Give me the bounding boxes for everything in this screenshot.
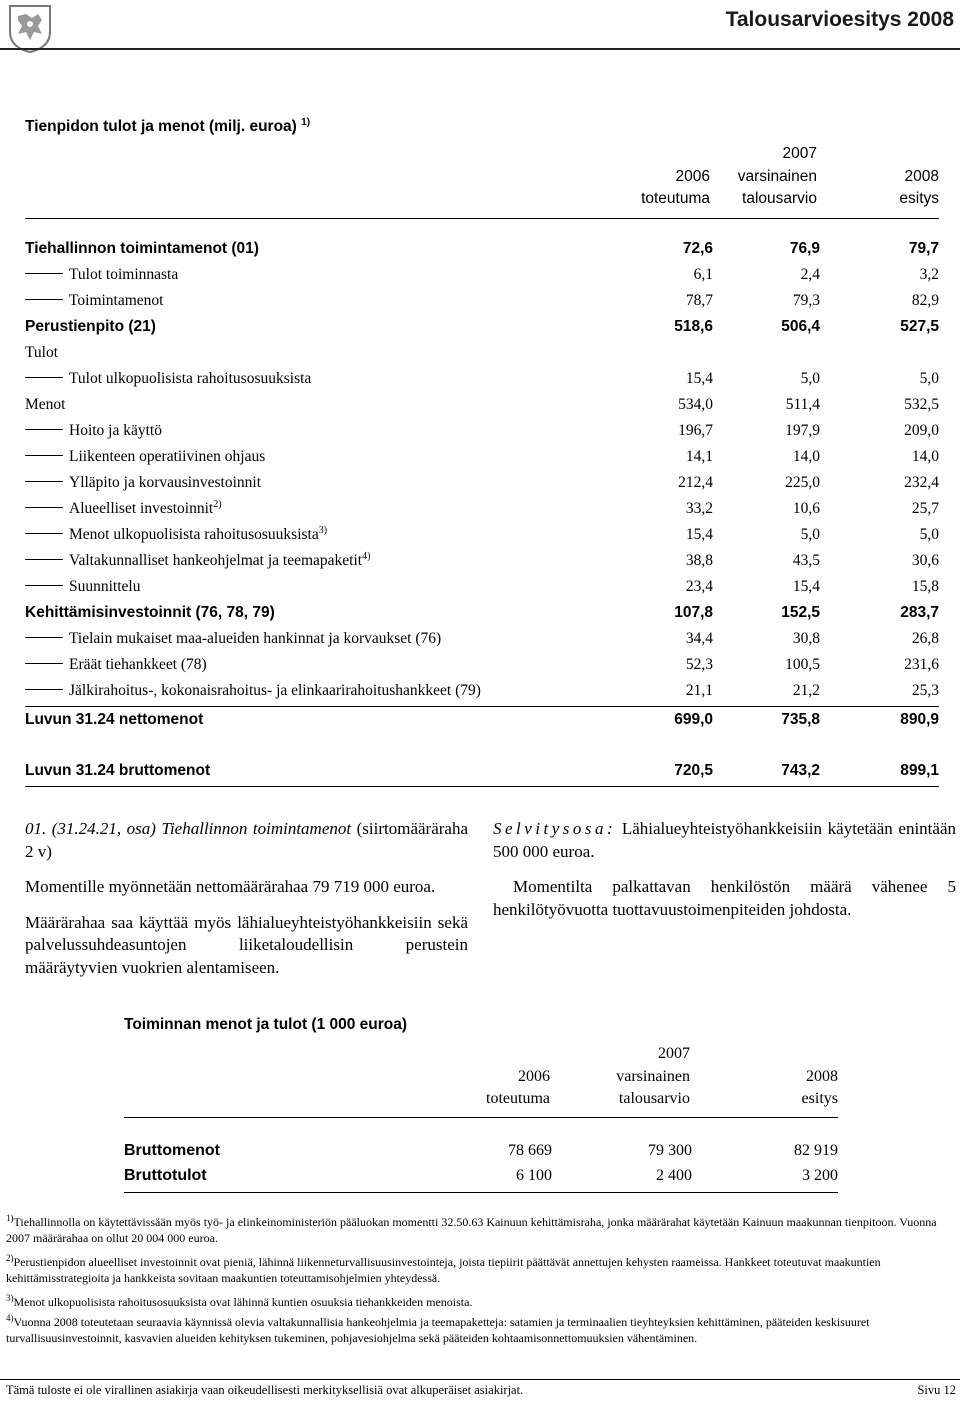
column-header-line: 2007 xyxy=(658,1045,690,1062)
moment-heading-italic: 01. (31.24.21, osa) Tiehallinnon toimintamenot xyxy=(25,819,352,838)
table-row xyxy=(124,1138,838,1163)
indent-dash xyxy=(25,481,63,482)
footnote-text: Menot ulkopuolisista rahoitusosuuksista ovat lähinnä kuntien osuuksia tiehankkeiden menoista. xyxy=(13,1295,473,1309)
value-2008: 25,3 xyxy=(911,682,939,699)
footnote-mark: 4) xyxy=(362,550,371,562)
column-header-line: 2008 xyxy=(904,167,939,185)
value-2008: 82 919 xyxy=(794,1142,838,1159)
column-header-line xyxy=(839,143,939,166)
footnote-mark: 3) xyxy=(318,524,328,536)
row-label xyxy=(25,470,261,496)
moment-paragraph-2: Määrärahaa saa käyttää myös lähialueyhteistyöhankkeisiin sekä palvelussuhdeasuntojen liiketaloudellisin perustein määräytyvien vuokrien alentamiseen. xyxy=(25,912,468,977)
table-row xyxy=(25,496,939,522)
column-header-line xyxy=(590,143,710,166)
value-2008: 899,1 xyxy=(900,762,939,779)
row-label-text: Alueelliset investoinnit xyxy=(69,500,214,517)
value-2008: 15,8 xyxy=(911,578,939,595)
value-2006: 534,0 xyxy=(678,396,713,413)
explanation-lead: Selvitysosa: xyxy=(493,819,617,838)
column-header-2006 xyxy=(590,143,710,211)
column-header-2008 xyxy=(839,143,939,211)
row-label-text: Suunnittelu xyxy=(69,578,141,595)
value-2007: 76,9 xyxy=(789,240,820,257)
value-2006: 23,4 xyxy=(685,578,713,595)
value-2008: 232,4 xyxy=(904,474,939,491)
value-2007: 43,5 xyxy=(792,552,820,569)
value-2008: 209,0 xyxy=(904,422,939,439)
value-2006: 34,4 xyxy=(685,630,713,647)
row-label xyxy=(25,574,140,600)
row-label xyxy=(25,600,275,626)
column-header-line xyxy=(430,1043,550,1066)
footnote-mark: 3) xyxy=(6,1293,14,1303)
row-label-text: Perustienpito (21) xyxy=(25,318,156,335)
footnote-2 xyxy=(6,1254,956,1286)
header-divider xyxy=(0,48,960,50)
table-row xyxy=(25,340,939,366)
column-header-line: 2008 xyxy=(806,1067,838,1085)
table-row xyxy=(25,288,939,314)
value-2008: 283,7 xyxy=(900,604,939,621)
table-row xyxy=(25,548,939,574)
row-label xyxy=(25,444,265,470)
net-total-row xyxy=(25,707,939,733)
value-2007: 197,9 xyxy=(785,422,820,439)
value-2008: 532,5 xyxy=(904,396,939,413)
row-label: Bruttotulot xyxy=(124,1167,207,1184)
value-2007: 225,0 xyxy=(785,474,820,491)
value-2007: 14,0 xyxy=(792,448,820,465)
value-2008: 5,0 xyxy=(919,370,939,387)
value-2008: 3 200 xyxy=(802,1167,838,1184)
table2-column-header-2008 xyxy=(718,1043,838,1111)
table2-bottom-rule xyxy=(124,1192,838,1193)
footer-divider xyxy=(0,1379,960,1380)
value-2008: 890,9 xyxy=(900,711,939,728)
value-2007: 152,5 xyxy=(781,604,820,621)
table-row xyxy=(25,600,939,626)
value-2006: 6 100 xyxy=(516,1167,552,1184)
moment-paragraph-1: Momentille myönnetään nettomäärärahaa 79 719 000 euroa. xyxy=(25,877,436,896)
value-2006: 78,7 xyxy=(685,292,713,309)
row-label xyxy=(25,418,162,444)
column-header-line: esitys xyxy=(899,190,939,207)
indent-dash xyxy=(25,455,63,456)
gross-total-row xyxy=(25,758,939,784)
page-number: Sivu 12 xyxy=(917,1383,956,1397)
column-header-line xyxy=(718,1043,838,1066)
column-header-line: toteutuma xyxy=(641,190,710,207)
moment-heading-rest: (siirtomääräraha 2 v) xyxy=(25,819,468,861)
indent-dash xyxy=(25,377,63,378)
operations-table xyxy=(124,1138,838,1193)
value-2008: 82,9 xyxy=(911,292,939,309)
value-2006: 72,6 xyxy=(682,240,713,257)
column-header-line: talousarvio xyxy=(618,1090,690,1107)
column-header-line: 2006 xyxy=(518,1067,550,1085)
row-label xyxy=(25,678,481,704)
value-2007: 15,4 xyxy=(792,578,820,595)
value-2007: 743,2 xyxy=(781,762,820,779)
row-label-text: Tulot ulkopuolisista rahoitusosuuksista xyxy=(69,370,312,387)
row-label xyxy=(25,288,163,314)
value-2006: 6,1 xyxy=(693,266,713,283)
table-row xyxy=(25,470,939,496)
table-row xyxy=(25,236,939,262)
value-2007: 30,8 xyxy=(792,630,820,647)
document-title: Talousarvioesitys 2008 xyxy=(725,8,954,31)
column-header-line: esitys xyxy=(801,1090,838,1107)
value-2008: 30,6 xyxy=(911,552,939,569)
value-2007: 5,0 xyxy=(800,526,820,543)
row-label-text: Kehittämisinvestoinnit (76, 78, 79) xyxy=(25,604,275,621)
indent-dash xyxy=(25,637,63,638)
value-2006: 14,1 xyxy=(685,448,713,465)
table-row xyxy=(25,314,939,340)
row-label-text: Tielain mukaiset maa-alueiden hankinnat ja korvaukset (76) xyxy=(69,630,442,647)
row-label-text: Menot ulkopuolisista rahoitusosuuksista xyxy=(69,526,319,543)
row-label xyxy=(25,548,370,574)
row-label xyxy=(25,392,65,418)
footnote-mark: 2) xyxy=(213,498,222,510)
row-label-text: Valtakunnalliset hankeohjelmat ja teemapaketit xyxy=(69,552,363,569)
indent-dash xyxy=(25,429,63,430)
row-label xyxy=(25,340,58,366)
table-row xyxy=(25,574,939,600)
value-2006: 33,2 xyxy=(685,500,713,517)
moment-heading xyxy=(25,818,468,863)
budget-table xyxy=(25,236,939,787)
footnote-text: Vuonna 2008 toteutetaan seuraavia käynnissä olevia valtakunnallisia hankeohjelmia ja teemapaketteja: satamien ja terminaalien tieyhteyksien kehittäminen, pääteiden keskisuuret turvallisuusinvestoinnit, kasvavien alueiden kehityksen tukeminen, pohjavesiohjelma sekä pääteiden kohtaamisonnettomuuksien vähentäminen. xyxy=(6,1315,870,1345)
row-label: Luvun 31.24 nettomenot xyxy=(25,711,204,728)
row-label-text: Tiehallinnon toimintamenot (01) xyxy=(25,240,259,257)
explanation-paragraph-1 xyxy=(493,818,956,863)
column-header-line: 2007 xyxy=(782,145,817,162)
value-2008: 5,0 xyxy=(919,526,939,543)
value-2008: 25,7 xyxy=(911,500,939,517)
table-row xyxy=(25,652,939,678)
value-2007: 5,0 xyxy=(800,370,820,387)
value-2008: 26,8 xyxy=(911,630,939,647)
row-label-text: Menot xyxy=(25,396,66,413)
row-label-text: Toimintamenot xyxy=(69,292,164,309)
table-bottom-rule xyxy=(25,786,939,787)
value-2007: 2 400 xyxy=(656,1167,692,1184)
right-text-column xyxy=(493,818,956,921)
row-label xyxy=(25,626,441,652)
table-row xyxy=(25,392,939,418)
row-label: Bruttomenot xyxy=(124,1142,220,1159)
row-label xyxy=(25,522,327,548)
footnote-mark: 1) xyxy=(6,1213,14,1223)
explanation-text: Lähialueyhteistyöhankkeisiin käytetään enintään 500 000 euroa. xyxy=(493,819,956,861)
value-2008: 527,5 xyxy=(900,318,939,335)
value-2007: 79 300 xyxy=(648,1142,692,1159)
row-label-text: Tulot xyxy=(25,344,59,361)
indent-dash xyxy=(25,689,63,690)
explanation-paragraph-2: Momentilta palkattavan henkilöstön määrä vähenee 5 henkilötyövuotta tuottavuustoimenpiteiden johdosta. xyxy=(493,877,956,919)
value-2006: 196,7 xyxy=(678,422,713,439)
value-2007: 10,6 xyxy=(792,500,820,517)
value-2006: 107,8 xyxy=(674,604,713,621)
indent-dash xyxy=(25,273,63,274)
column-header-line: varsinainen xyxy=(616,1067,690,1085)
table-title-text: Tienpidon tulot ja menot (milj. euroa) xyxy=(25,118,297,135)
table-header-rule xyxy=(25,218,939,219)
row-label-text: Tulot toiminnasta xyxy=(69,266,179,283)
value-2006: 518,6 xyxy=(674,318,713,335)
value-2006: 78 669 xyxy=(508,1142,552,1159)
row-label-text: Hoito ja käyttö xyxy=(69,422,162,439)
table-row xyxy=(25,678,939,704)
indent-dash xyxy=(25,507,63,508)
column-header-2007 xyxy=(697,143,817,211)
column-header-line: 2006 xyxy=(675,167,710,185)
row-label xyxy=(25,496,222,522)
value-2006: 15,4 xyxy=(685,370,713,387)
row-label xyxy=(25,652,207,678)
value-2007: 79,3 xyxy=(792,292,820,309)
table-row xyxy=(124,1163,838,1188)
value-2008: 231,6 xyxy=(904,656,939,673)
coat-of-arms-logo xyxy=(4,2,56,54)
budget-table-rows xyxy=(25,236,939,704)
row-label xyxy=(25,314,156,340)
footer-disclaimer: Tämä tuloste ei ole virallinen asiakirja vaan oikeudellisesti merkityksellisiä ovat alkuperäiset asiakirjat. xyxy=(6,1383,524,1397)
row-label: Luvun 31.24 bruttomenot xyxy=(25,762,211,779)
column-header-line: talousarvio xyxy=(742,190,817,207)
row-label-text: Liikenteen operatiivinen ohjaus xyxy=(69,448,266,465)
table-row xyxy=(25,444,939,470)
indent-dash xyxy=(25,585,63,586)
value-2007: 21,2 xyxy=(792,682,820,699)
indent-dash xyxy=(25,559,63,560)
value-2006: 38,8 xyxy=(685,552,713,569)
row-label xyxy=(25,262,178,288)
table-row xyxy=(25,626,939,652)
footnote-3 xyxy=(6,1294,956,1310)
table-row xyxy=(25,522,939,548)
value-2008: 79,7 xyxy=(908,240,939,257)
column-header-line: toteutuma xyxy=(486,1090,550,1107)
table-row xyxy=(25,418,939,444)
value-2008: 3,2 xyxy=(919,266,939,283)
value-2007: 506,4 xyxy=(781,318,820,335)
row-label-text: Jälkirahoitus-, kokonaisrahoitus- ja elinkaarirahoitushankkeet (79) xyxy=(69,682,481,699)
table-title-footnote-mark: 1) xyxy=(301,116,311,128)
value-2007: 100,5 xyxy=(785,656,820,673)
footnote-text: Perustienpidon alueelliset investoinnit ovat pieniä, lähinnä liikenneturvallisuusinvestointeja, joista tiepiirit päättävät annettujen kehysten raameissa. Hankkeet toteutuvat maakuntien kehittämisstrategioita ja hankkeista sovitaan maakuntien toteuttamisohjelmien yhteydessä. xyxy=(6,1255,881,1285)
indent-dash xyxy=(25,663,63,664)
left-text-column xyxy=(25,818,468,979)
table2-header-rule xyxy=(124,1117,838,1118)
value-2007: 2,4 xyxy=(800,266,820,283)
row-label xyxy=(25,366,311,392)
value-2008: 14,0 xyxy=(911,448,939,465)
table-row xyxy=(25,262,939,288)
value-2007: 735,8 xyxy=(781,711,820,728)
value-2007: 511,4 xyxy=(785,396,820,413)
table2-column-header-2007 xyxy=(570,1043,690,1111)
table-row xyxy=(25,366,939,392)
table-title xyxy=(25,118,310,136)
footnote-text: Tiehallinnolla on käytettävissään myös työ- ja elinkeinoministeriön pääluokan momentti 32.50.63 Kainuun kehittämisraha, jonka määrärahat käytetään Kainuun maakunnan tienpitoon. Vuonna 2007 määrärahaa on ollut 20 004 000 euroa. xyxy=(6,1215,937,1245)
value-2006: 52,3 xyxy=(685,656,713,673)
indent-dash xyxy=(25,533,63,534)
row-label-text: Ylläpito ja korvausinvestoinnit xyxy=(69,474,262,491)
value-2006: 15,4 xyxy=(685,526,713,543)
indent-dash xyxy=(25,299,63,300)
footnote-mark: 4) xyxy=(6,1313,14,1323)
footnote-mark: 2) xyxy=(6,1253,14,1263)
column-header-line: varsinainen xyxy=(737,167,817,185)
footnote-4 xyxy=(6,1314,956,1346)
footnote-1 xyxy=(6,1214,956,1246)
value-2006: 212,4 xyxy=(678,474,713,491)
value-2006: 720,5 xyxy=(674,762,713,779)
row-label-text: Eräät tiehankkeet (78) xyxy=(69,656,207,673)
table2-title: Toiminnan menot ja tulot (1 000 euroa) xyxy=(124,1016,408,1033)
value-2006: 699,0 xyxy=(674,711,713,728)
row-label xyxy=(25,236,259,262)
value-2006: 21,1 xyxy=(685,682,713,699)
table2-column-header-2006 xyxy=(430,1043,550,1111)
